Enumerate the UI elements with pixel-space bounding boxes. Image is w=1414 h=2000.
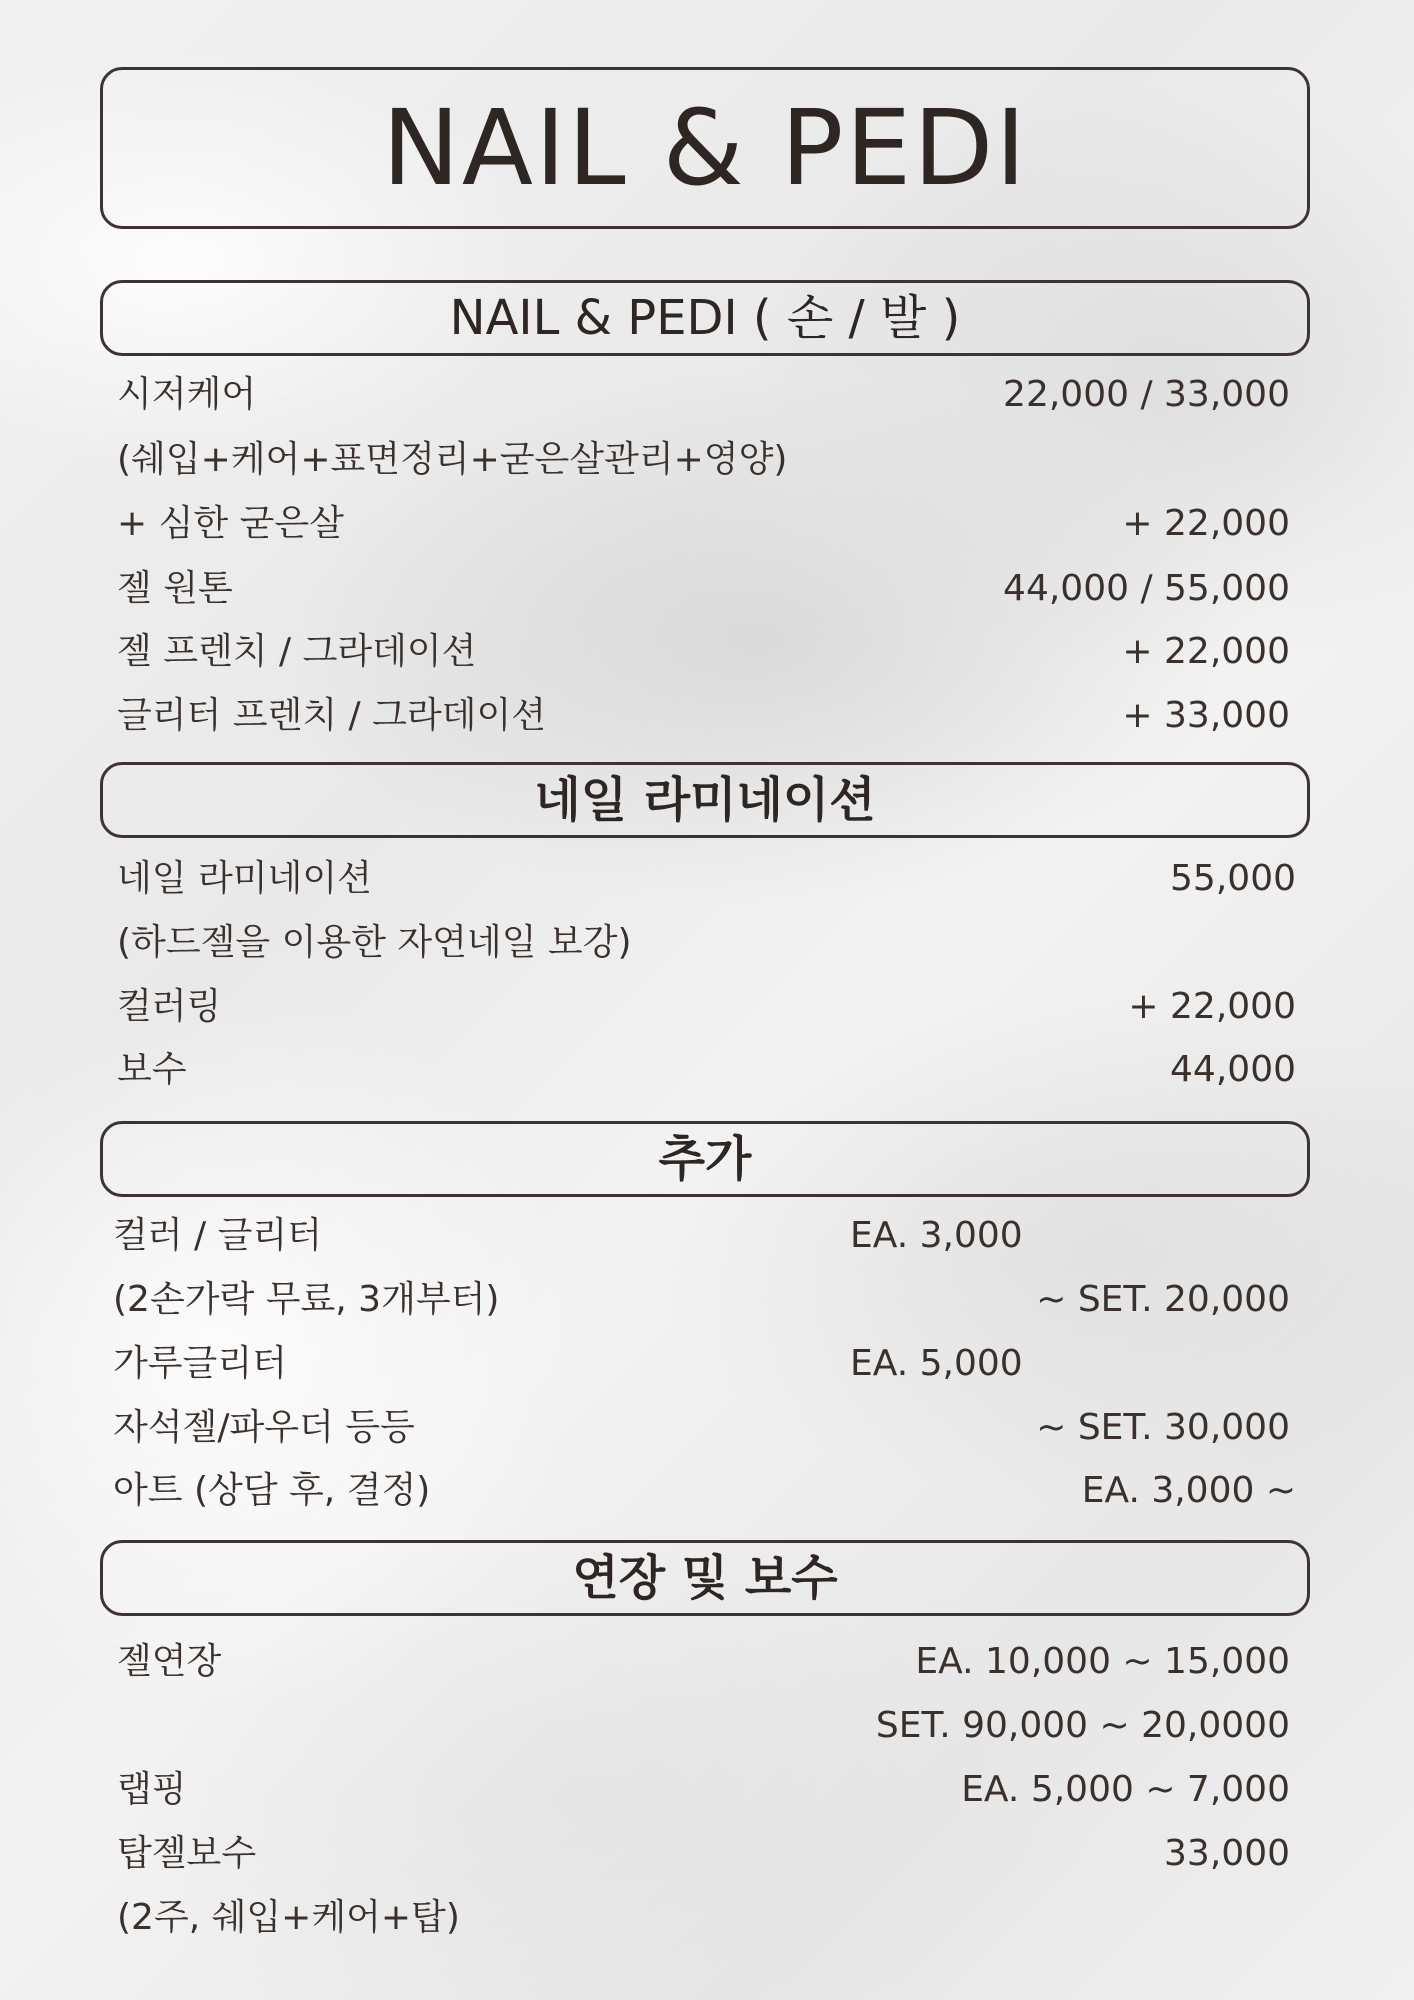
service-label: 자석젤/파우더 등등 [113, 1407, 415, 1448]
section-heading: 네일 라미네이션 [534, 772, 876, 828]
section-heading: 추가 [658, 1131, 752, 1187]
service-label: 보수 [117, 1049, 187, 1090]
service-label: 젤연장 [117, 1641, 222, 1682]
service-label: 시저케어 [117, 374, 257, 415]
service-price: 22,000 / 33,000 [1003, 374, 1290, 415]
service-price: EA. 5,000 [850, 1343, 1023, 1384]
service-label: 탑젤보수 [117, 1833, 257, 1874]
service-note: (2주, 쉐입+케어+탑) [117, 1897, 460, 1938]
section-header-extension [100, 1540, 1310, 1616]
service-label: 가루글리터 [113, 1343, 287, 1384]
service-price: EA. 5,000 ~ 7,000 [961, 1769, 1290, 1810]
service-price: 55,000 [1170, 858, 1296, 899]
service-label: 젤 원톤 [117, 568, 233, 609]
service-label: 네일 라미네이션 [117, 858, 372, 899]
service-price: EA. 3,000 ~ [1081, 1470, 1296, 1511]
service-label: 랩핑 [117, 1769, 187, 1810]
service-price: SET. 90,000 ~ 20,0000 [875, 1705, 1290, 1746]
service-price: EA. 10,000 ~ 15,000 [915, 1641, 1290, 1682]
section-heading: 연장 및 보수 [572, 1550, 838, 1606]
service-price: + 22,000 [1122, 503, 1290, 544]
service-label: 젤 프렌치 / 그라데이션 [117, 631, 477, 672]
service-note: (하드젤을 이용한 자연네일 보강) [117, 922, 632, 963]
service-price: ~ SET. 30,000 [1036, 1407, 1290, 1448]
service-label: 컬러 / 글리터 [113, 1215, 322, 1256]
service-label: + 심한 굳은살 [117, 503, 344, 544]
service-price: + 22,000 [1122, 631, 1290, 672]
service-label: 아트 (상담 후, 결정) [113, 1470, 431, 1511]
service-price: 44,000 / 55,000 [1003, 568, 1290, 609]
section-header-nail-pedi [100, 280, 1310, 356]
section-header-extra [100, 1121, 1310, 1197]
service-price: + 33,000 [1122, 695, 1290, 736]
service-label: 글리터 프렌치 / 그라데이션 [117, 695, 546, 736]
service-label: (2손가락 무료, 3개부터) [113, 1279, 500, 1320]
service-price: 44,000 [1170, 1049, 1296, 1090]
section-header-lamination [100, 762, 1310, 838]
service-price: ~ SET. 20,000 [1036, 1279, 1290, 1320]
service-price: + 22,000 [1128, 986, 1296, 1027]
service-label: 컬러링 [117, 986, 222, 1027]
section-heading: NAIL & PEDI ( 손 / 발 ) [449, 290, 961, 346]
service-price: 33,000 [1164, 1833, 1290, 1874]
page-title: NAIL & PEDI [382, 87, 1028, 209]
service-price: EA. 3,000 [850, 1215, 1023, 1256]
title-box [100, 67, 1310, 229]
service-note: (쉐입+케어+표면정리+굳은살관리+영양) [117, 439, 788, 480]
